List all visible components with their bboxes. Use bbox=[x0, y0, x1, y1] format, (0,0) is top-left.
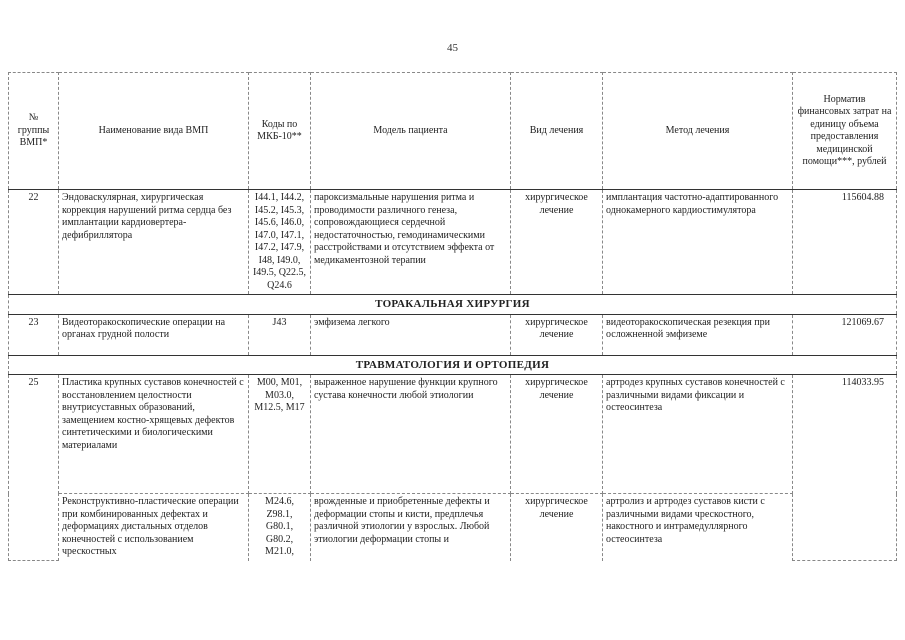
cell-group: 25 bbox=[9, 375, 59, 561]
cell-name: Видеоторакоскопические операции на органах грудной полости bbox=[59, 314, 249, 355]
cell-name: Реконструктивно-пластические операции при комбинированных дефектах и деформациях дистальных отделов конечностей с использованием чрескостных bbox=[59, 494, 249, 561]
table-header-row bbox=[9, 73, 897, 190]
table-row bbox=[9, 314, 897, 355]
cell-norm: 115604.88 bbox=[793, 190, 897, 295]
header-name: Наименование вида ВМП bbox=[59, 73, 249, 190]
cell-method: видеоторакоскопическая резекция при осложненной эмфиземе bbox=[603, 314, 793, 355]
header-codes: Коды по МКБ-10** bbox=[249, 73, 311, 190]
cell-norm: 121069.67 bbox=[793, 314, 897, 355]
header-method: Метод лечения bbox=[603, 73, 793, 190]
cell-treatment: хирургическое лечение bbox=[511, 375, 603, 494]
cell-method: имплантация частотно-адаптированного однокамерного кардиостимулятора bbox=[603, 190, 793, 295]
cell-treatment: хирургическое лечение bbox=[511, 494, 603, 561]
header-norm: Норматив финансовых затрат на единицу объема предоставления медицинской помощи***, рублей bbox=[793, 73, 897, 190]
cell-treatment: хирургическое лечение bbox=[511, 190, 603, 295]
cell-codes: I44.1, I44.2, I45.2, I45.3, I45.6, I46.0, I47.0, I47.1, I47.2, I47.9, I48, I49.0, I49.5, Q22.5, Q24.6 bbox=[249, 190, 311, 295]
section-title-thoracic: ТОРАКАЛЬНАЯ ХИРУРГИЯ bbox=[9, 295, 897, 315]
cell-method: артродез крупных суставов конечностей с различными видами фиксации и остеосинтеза bbox=[603, 375, 793, 494]
page-number: 45 bbox=[447, 42, 458, 54]
table-row bbox=[9, 494, 897, 561]
cell-group: 22 bbox=[9, 190, 59, 295]
section-row bbox=[9, 295, 897, 315]
cell-codes: M00, M01, M03.0, M12.5, M17 bbox=[249, 375, 311, 494]
cell-norm: 114033.95 bbox=[793, 375, 897, 561]
section-title-trauma: ТРАВМАТОЛОГИЯ И ОРТОПЕДИЯ bbox=[9, 355, 897, 375]
cell-name: Пластика крупных суставов конечностей с восстановлением целостности внутрисуставных образований, замещением костно-хрящевых дефектов синтетическими и биологическими материалами bbox=[59, 375, 249, 494]
cell-model: врожденные и приобретенные дефекты и деформации стопы и кисти, предплечья различной этиологии у взрослых. Любой этиологии деформации стопы и bbox=[311, 494, 511, 561]
section-row bbox=[9, 355, 897, 375]
header-model: Модель пациента bbox=[311, 73, 511, 190]
cell-method: артролиз и артродез суставов кисти с различными видами чрескостного, накостного и интрамедуллярного остеосинтеза bbox=[603, 494, 793, 561]
header-group: № группы ВМП* bbox=[9, 73, 59, 190]
cell-model: эмфизема легкого bbox=[311, 314, 511, 355]
cell-group: 23 bbox=[9, 314, 59, 355]
cell-codes: M24.6, Z98.1, G80.1, G80.2, M21.0, bbox=[249, 494, 311, 561]
vmp-table bbox=[8, 72, 897, 561]
cell-codes: J43 bbox=[249, 314, 311, 355]
cell-model: выраженное нарушение функции крупного сустава конечности любой этиологии bbox=[311, 375, 511, 494]
cell-treatment: хирургическое лечение bbox=[511, 314, 603, 355]
cell-name: Эндоваскулярная, хирургическая коррекция нарушений ритма сердца без имплантации кардиовертера-дефибриллятора bbox=[59, 190, 249, 295]
table-row bbox=[9, 190, 897, 295]
cell-model: пароксизмальные нарушения ритма и проводимости различного генеза, сопровождающиеся сердечной недостаточностью, гемодинамическими расстройствами и отсутствием эффекта от медикаментозной терапии bbox=[311, 190, 511, 295]
table-row bbox=[9, 375, 897, 494]
header-treatment: Вид лечения bbox=[511, 73, 603, 190]
